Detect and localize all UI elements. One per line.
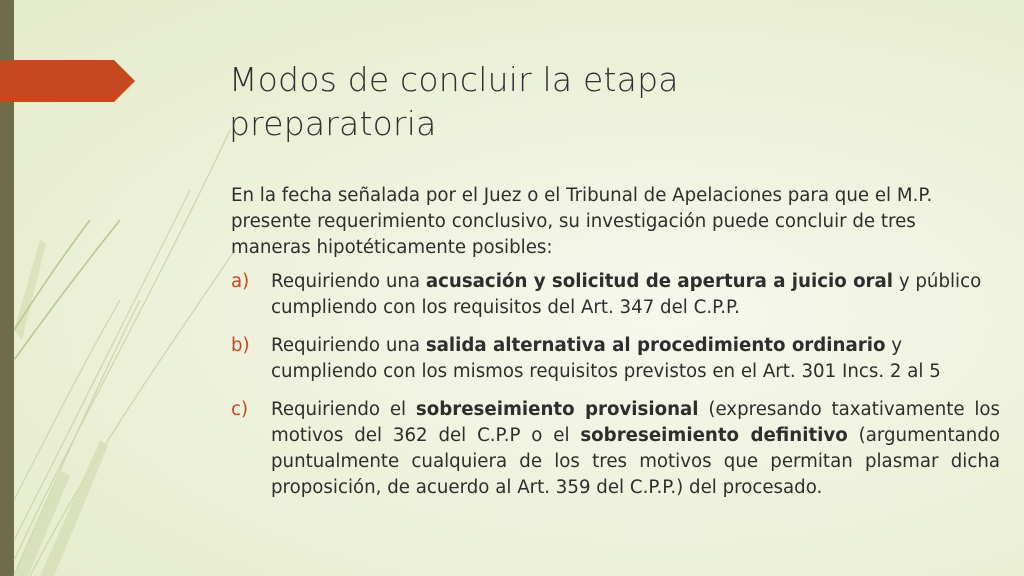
item-c-bold-1: sobreseimiento provisional (415, 399, 699, 420)
list-item-c (231, 397, 1000, 501)
slide-title-line-2: preparatoria (229, 104, 437, 143)
item-a-text-1: Requiriendo una (271, 271, 426, 292)
list-marker-b: b) (231, 335, 250, 356)
item-a-text-2: y público cumpliendo con los requisitos del Art. 347 del C.P.P. (271, 271, 982, 318)
item-c-bold-2: sobreseimiento definitivo (580, 425, 848, 446)
slide-title (229, 58, 869, 146)
item-c-text-2: (expresando taxativamente los motivos del 362 del C.P.P o el (271, 399, 1000, 446)
item-b-text-1: Requiriendo una (271, 335, 426, 356)
slide-body (231, 183, 1000, 513)
intro-paragraph: En la fecha señalada por el Juez o el Tribunal de Apelaciones para que el M.P. presente requerimiento conclusivo, su investigación puede concluir de tres maneras hipotéticamente posibles: (231, 185, 933, 258)
title-accent-arrow (0, 60, 135, 102)
item-a-bold-1: acusación y solicitud de apertura a juicio oral (425, 271, 894, 292)
list-item-a (231, 269, 1000, 321)
item-b-text-2: y cumpliendo con los mismos requisitos previstos en el Art. 301 Incs. 2 al 5 (271, 335, 941, 382)
list-marker-c: c) (231, 399, 249, 420)
item-c-text-3: (argumentando puntualmente cualquiera de los tres motivos que permitan plasmar dicha proposición, de acuerdo al Art. 359 del C.P.P.) del procesado. (271, 425, 1000, 498)
item-b-bold-1: salida alternativa al procedimiento ordinario (425, 335, 886, 356)
list-item-b (231, 333, 1000, 385)
list-marker-a: a) (231, 271, 250, 292)
slide-title-line-1: Modos de concluir la etapa (229, 60, 679, 99)
item-c-text-1: Requiriendo el (271, 399, 416, 420)
